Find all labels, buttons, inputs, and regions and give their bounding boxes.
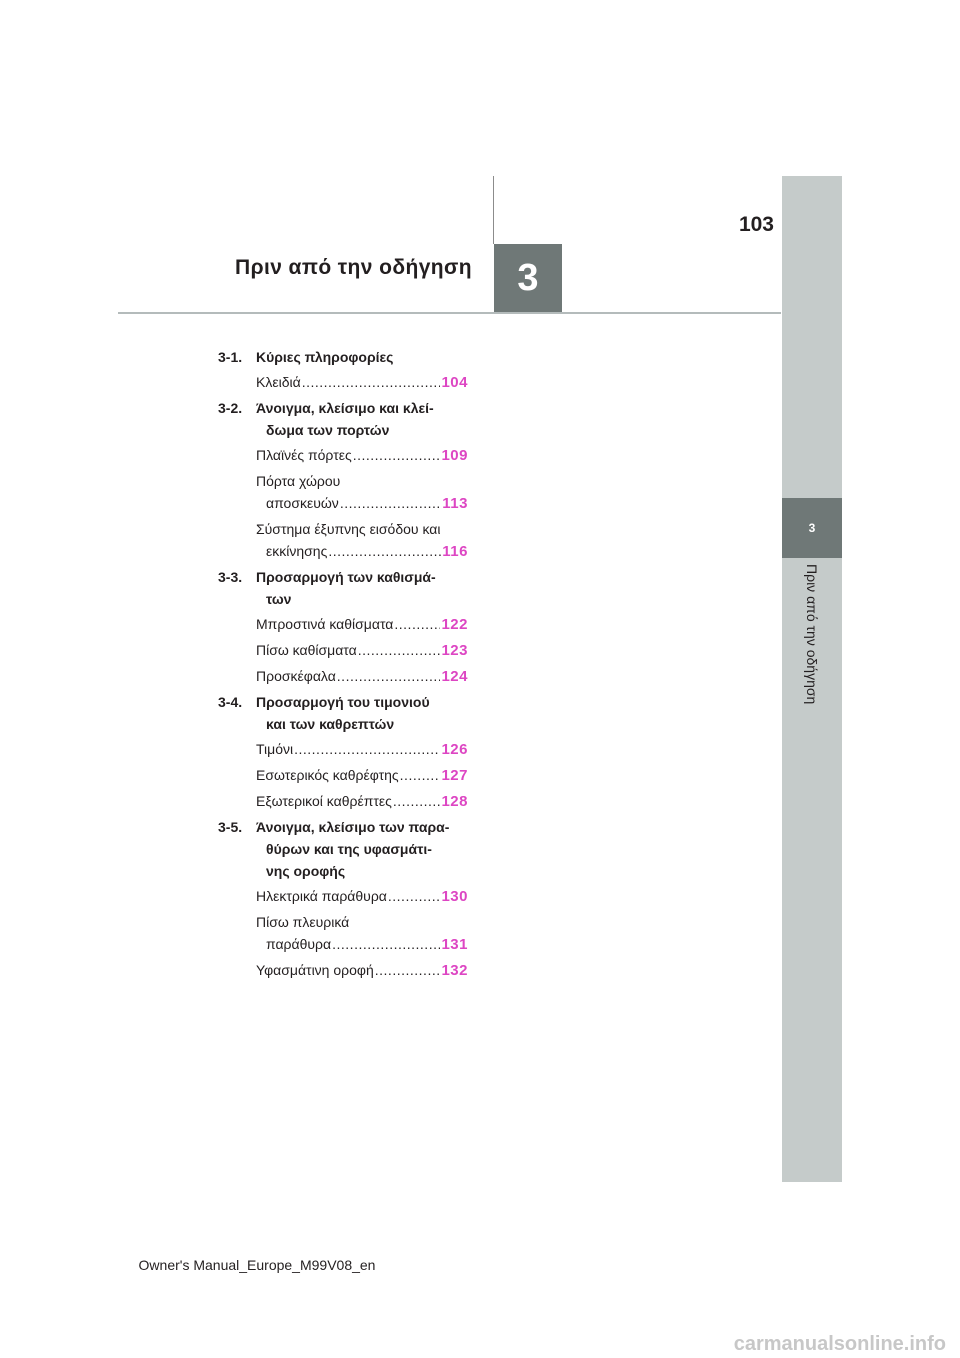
toc-entry-label: Πίσω καθίσματα bbox=[256, 642, 357, 658]
toc-page-link[interactable]: 131 bbox=[441, 936, 468, 953]
toc-section-title bbox=[256, 816, 468, 882]
toc-section-title bbox=[256, 397, 468, 441]
toc-entry-label: εκκίνησης bbox=[266, 543, 328, 559]
toc-leader-dots bbox=[340, 492, 441, 514]
page-number: 103 bbox=[738, 213, 774, 236]
toc-section-title-line: θύρων και της υφασμάτι- bbox=[266, 841, 432, 857]
toc-entry-label: Κλειδιά bbox=[256, 374, 301, 390]
toc-page-link[interactable]: 116 bbox=[442, 543, 468, 560]
chapter-title: Πριν από την οδήγηση bbox=[235, 256, 472, 279]
toc-section-number: 3-4. bbox=[218, 694, 243, 710]
vertical-divider bbox=[493, 176, 494, 244]
toc-page-link[interactable]: 104 bbox=[441, 374, 468, 391]
toc-page-link[interactable]: 130 bbox=[441, 888, 468, 905]
toc-entry-label: Σύστημα έξυπνης εισόδου και bbox=[256, 521, 441, 537]
toc-entry-label: Πόρτα χώρου bbox=[256, 473, 341, 489]
toc-entry-label: Πίσω πλευρικά bbox=[256, 914, 350, 930]
toc-entry-label: Εσωτερικός καθρέφτης bbox=[256, 767, 399, 783]
toc-entry-label: Τιμόνι bbox=[256, 741, 294, 757]
toc-entry[interactable] bbox=[256, 885, 468, 908]
toc-entry[interactable] bbox=[256, 764, 468, 787]
toc-section-title bbox=[256, 691, 468, 735]
toc-page-link[interactable]: 128 bbox=[441, 793, 468, 810]
toc-leader-dots bbox=[375, 959, 441, 981]
toc-entry-label: Προσκέφαλα bbox=[256, 668, 336, 684]
watermark: carmanualsonline.info bbox=[733, 1333, 946, 1355]
toc-leader-dots bbox=[332, 933, 440, 955]
toc-leader-dots bbox=[353, 444, 441, 466]
toc-entry[interactable] bbox=[256, 738, 468, 761]
toc-leader-dots bbox=[358, 639, 441, 661]
toc-entry-label: παράθυρα bbox=[266, 936, 332, 952]
side-tab-number[interactable]: 3 bbox=[782, 498, 842, 558]
toc-entry[interactable] bbox=[256, 371, 468, 394]
header-rule bbox=[118, 312, 781, 314]
toc-section-number: 3-3. bbox=[218, 569, 243, 585]
toc-leader-dots bbox=[337, 665, 441, 687]
side-tab-label: Πριν από την οδήγηση bbox=[804, 564, 820, 705]
toc-entry-label: Ηλεκτρικά παράθυρα bbox=[256, 888, 387, 904]
toc-section-title bbox=[256, 566, 468, 610]
toc-section-number: 3-5. bbox=[218, 819, 243, 835]
toc-page-link[interactable]: 124 bbox=[441, 668, 468, 685]
toc-entry[interactable] bbox=[256, 959, 468, 982]
toc-entry-label: Εξωτερικοί καθρέπτες bbox=[256, 793, 392, 809]
toc-page-link[interactable]: 127 bbox=[441, 767, 468, 784]
toc-section-title-line: των bbox=[266, 591, 292, 607]
toc-page-link[interactable]: 109 bbox=[441, 447, 468, 464]
toc-page-link[interactable]: 122 bbox=[441, 616, 468, 633]
toc-entry-label: αποσκευών bbox=[266, 495, 339, 511]
toc-page-link[interactable]: 126 bbox=[441, 741, 468, 758]
toc-section bbox=[218, 397, 468, 441]
toc-entry-label: Μπροστινά καθίσματα bbox=[256, 616, 394, 632]
footer-text: Owner's Manual_Europe_M99V08_en bbox=[138, 1257, 376, 1273]
toc-leader-dots bbox=[328, 540, 441, 562]
toc-section-number: 3-2. bbox=[218, 400, 243, 416]
toc-section-number: 3-1. bbox=[218, 349, 243, 365]
toc-page-link[interactable]: 123 bbox=[441, 642, 468, 659]
toc-entry[interactable] bbox=[256, 470, 468, 515]
toc-entry[interactable] bbox=[256, 444, 468, 467]
toc-section-title-line: και των καθρεπτών bbox=[266, 716, 395, 732]
toc-section-title-line: δωμα των πορτών bbox=[266, 422, 390, 438]
toc-entry[interactable] bbox=[256, 639, 468, 662]
toc-entry[interactable] bbox=[256, 613, 468, 636]
toc-entry-label: Πλαϊνές πόρτες bbox=[256, 447, 352, 463]
toc-section-title bbox=[256, 346, 468, 368]
toc-section bbox=[218, 816, 468, 882]
toc-entry[interactable] bbox=[256, 911, 468, 956]
chapter-number-box: 3 bbox=[494, 244, 562, 313]
toc-section bbox=[218, 346, 468, 368]
toc-leader-dots bbox=[394, 613, 440, 635]
toc-section-title-line: Άνοιγμα, κλείσιμο και κλεί- bbox=[256, 400, 434, 416]
toc-page-link[interactable]: 113 bbox=[442, 495, 468, 512]
toc-leader-dots bbox=[393, 790, 441, 812]
toc-leader-dots bbox=[400, 764, 441, 786]
toc-section-title-line: νης οροφής bbox=[266, 863, 346, 879]
table-of-contents bbox=[218, 343, 468, 982]
toc-section-title-line: Άνοιγμα, κλείσιμο των παρα- bbox=[256, 819, 450, 835]
toc-entry[interactable] bbox=[256, 790, 468, 813]
toc-section-title-line: Κύριες πληροφορίες bbox=[256, 349, 394, 365]
toc-entry-label: Υφασμάτινη οροφή bbox=[256, 962, 374, 978]
toc-section-title-line: Προσαρμογή των καθισμά- bbox=[256, 569, 436, 585]
toc-page-link[interactable]: 132 bbox=[441, 962, 468, 979]
toc-leader-dots bbox=[302, 371, 441, 393]
toc-section-title-line: Προσαρμογή του τιμονιού bbox=[256, 694, 430, 710]
toc-section bbox=[218, 566, 468, 610]
toc-section bbox=[218, 691, 468, 735]
toc-leader-dots bbox=[294, 738, 440, 760]
toc-entry[interactable] bbox=[256, 518, 468, 563]
toc-entry[interactable] bbox=[256, 665, 468, 688]
toc-leader-dots bbox=[388, 885, 441, 907]
